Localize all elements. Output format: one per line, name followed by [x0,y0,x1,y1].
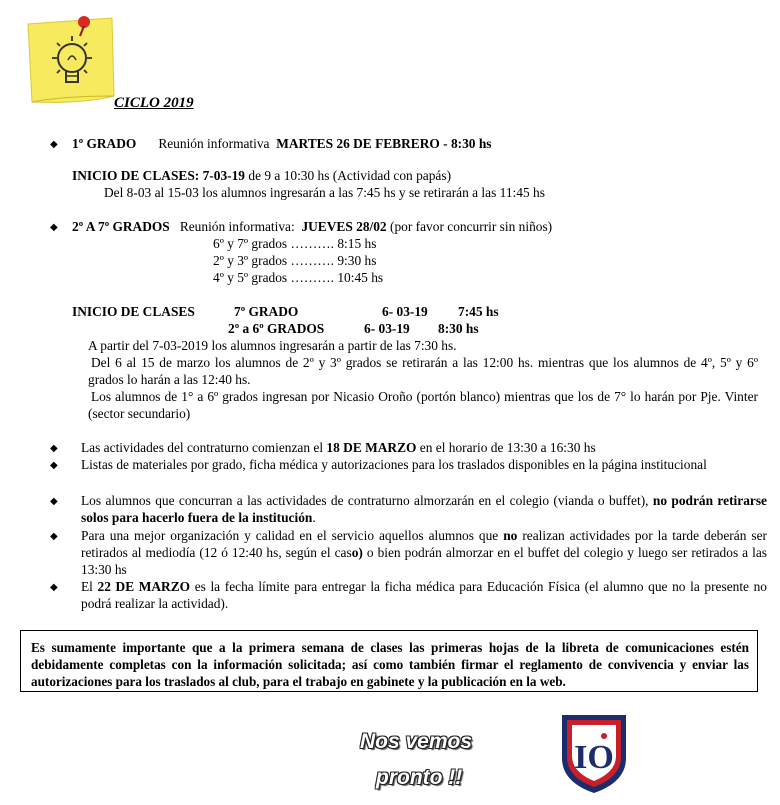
b4-no: no [503,528,518,543]
inicio2-row1-date: 6- 03-19 [382,304,428,319]
grado1-when: MARTES 26 DE FEBRERO - 8:30 hs [276,136,492,151]
grados27-label: 2º A 7º GRADOS [72,219,170,234]
b1-tail: en el horario de 13:30 a 16:30 hs [416,440,596,455]
b5-date: 22 DE MARZO [97,579,191,594]
bullet-icon: ◆ [50,222,58,233]
b4-tail: o bien podrán almorzar en el buffet del colegio y luego ser retirados a las 13:30 hs [81,545,767,577]
bullet-contraturno [81,439,596,456]
inicio2-row1-time: 7:45 hs [458,304,499,319]
time-row: 6º y 7º grados ………. 8:15 hs [213,236,377,251]
inicio2-line3: Los alumnos de 1° a 6º grados ingresan por Nicasio Oroño (portón blanco) mientras que los de 7° lo harán por Pje. Vinter (sector secundario) [88,389,758,421]
b1-text: Las actividades del contraturno comienzan el [81,440,327,455]
inicio2-row1-grade: 7º GRADO [234,304,299,319]
closing-line1: Nos vemos [360,730,473,753]
grado1-line [72,135,492,152]
grados27-when: JUEVES 28/02 [301,219,387,234]
sticky-note-lightbulb-icon [22,10,120,106]
inicio2-row2-time: 8:30 hs [438,321,479,336]
inicio1-line2: Del 8-03 al 15-03 los alumnos ingresarán a las 7:45 hs y se retirarán a las 11:45 hs [104,185,545,200]
inicio2-line1: A partir del 7-03-2019 los alumnos ingresarán a partir de las 7:30 hs. [88,338,457,353]
bullet-materiales: Listas de materiales por grado, ficha médica y autorizaciones para los traslados disponibles en la página institucional [81,457,707,472]
inicio1-label: INICIO DE CLASES: [72,168,200,183]
page-title: CICLO 2019 [114,95,194,111]
grado1-label: 1º GRADO [72,136,137,151]
b4-mid: realizan actividades por la tarde deberán ser retirados al mediodía (12 ó 12:40 hs, según el cas [81,528,767,560]
bullet-icon: ◆ [50,582,58,593]
bullet-organizacion [81,527,767,578]
b4-text: Para una mejor organización y calidad en el servicio aquellos alumnos que [81,528,504,543]
b5-tail: es la fecha límite para entregar la ficha médica para Educación Física (el alumno que no la presente no podrá realizar la actividad). [81,579,768,611]
time-row: 4º y 5º grados ………. 10:45 hs [213,270,384,285]
b4-o: o) [351,545,363,560]
b3-text: Los alumnos que concurran a las actividades de contraturno almorzarán en el colegio (vianda o buffet), [81,493,653,508]
inicio1-date: 7-03-19 [202,168,246,183]
school-shield-logo [559,712,629,796]
inicio1-rest: de 9 a 10:30 hs (Actividad con papás) [248,168,452,183]
b5-text: El [81,579,98,594]
bullet-icon: ◆ [50,443,58,454]
grados27-reunion: Reunión informativa: [179,219,295,234]
closing-line2: pronto !! [376,766,463,789]
grado1-reunion: Reunión informativa [158,136,270,151]
bullet-icon: ◆ [50,496,58,507]
inicio2-line2: Del 6 al 15 de marzo los alumnos de 2º y 3º grados se retirarán a las 12:00 hs. mientras que los alumnos de 4º, 5º y 6º grados lo harán a las 12:40 hs. [88,355,758,387]
grados27-note: (por favor concurrir sin niños) [390,219,553,234]
b1-date: 18 DE MARZO [326,440,417,455]
time-row: 2º y 3º grados ………. 9:30 hs [213,253,377,268]
bullet-icon: ◆ [50,460,58,471]
inicio1-line [72,167,451,184]
bullet-ficha-medica [81,578,767,612]
bullet-icon: ◆ [50,139,58,150]
inicio2-label: INICIO DE CLASES [72,304,195,319]
bullet-almuerzo: Los alumnos que concurran a las actividades de contraturno almorzarán en el colegio (vianda o buffet), no podrán retirarse solos para hacerlo fuera de la institución. [81,493,767,525]
grados27-line [72,218,552,235]
inicio2-row2-date: 6- 03-19 [364,321,410,336]
inicio2-row2-grade: 2º a 6º GRADOS [228,321,325,336]
important-notice-box: Es sumamente importante que a la primera semana de clases las primeras hojas de la libreta de comunicaciones estén debidamente completas con la información solicitada; así como también firmar el reglamento de convivencia y enviar las autorizaciones para los traslados al club, para el trabajo en gabinete y la publicación en la web. [20,630,758,692]
bullet-icon: ◆ [50,531,58,542]
b3-bold: no podrán retirarse solos para hacerlo fuera de la institución [81,493,767,525]
logo-letters: IO [574,739,614,776]
